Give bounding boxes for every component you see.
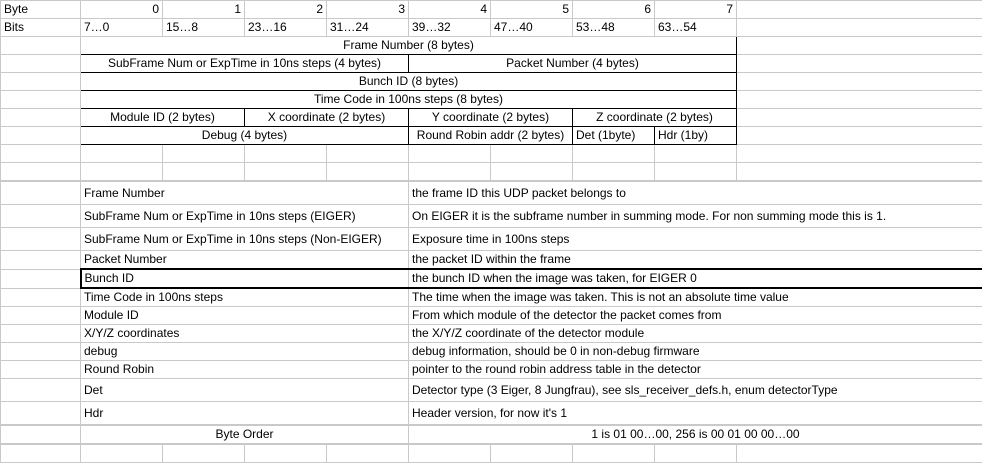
field-hdr: Hdr (1by) [655, 127, 737, 145]
description-label-debug: debug [81, 343, 409, 361]
row-gutter [1, 402, 81, 425]
row-gutter [1, 37, 81, 55]
description-label-bunch-id[interactable]: Bunch ID [81, 269, 409, 288]
description-row-bunch-id [1, 269, 982, 288]
byte-number-4: 4 [409, 1, 491, 19]
field-module-id: Module ID (2 bytes) [81, 109, 245, 127]
empty-cell [245, 163, 327, 181]
description-text-packet-number: the packet ID within the frame [409, 251, 982, 270]
empty-cell [1, 163, 81, 181]
row-gutter [1, 127, 81, 145]
spacer-row [1, 145, 982, 163]
row-gutter [1, 426, 81, 444]
byte-label: Byte [1, 1, 81, 19]
empty-cell [573, 445, 655, 463]
field-subframe-num: SubFrame Num or ExpTime in 10ns steps (4 bytes) [81, 55, 409, 73]
bit-range-0: 7…0 [81, 19, 163, 37]
row-gutter [1, 228, 81, 251]
row-gutter [1, 361, 81, 379]
field-round-robin-addr: Round Robin addr (2 bytes) [409, 127, 573, 145]
empty-cell [655, 145, 737, 163]
spacer-row [1, 163, 982, 181]
empty-cell [409, 163, 491, 181]
field-y-coordinate: Y coordinate (2 bytes) [409, 109, 573, 127]
row-gutter [1, 73, 81, 91]
description-row-time-code [1, 288, 982, 307]
empty-cell [327, 163, 409, 181]
field-x-coordinate: X coordinate (2 bytes) [245, 109, 409, 127]
empty-cell [737, 145, 982, 163]
row-gutter [1, 288, 81, 307]
struct-row-module-coords [1, 109, 982, 127]
description-label-time-code: Time Code in 100ns steps [81, 288, 409, 307]
description-row-xyz-coordinates [1, 325, 982, 343]
row-gutter [1, 182, 81, 205]
field-det: Det (1byte) [573, 127, 655, 145]
field-description-table [0, 181, 982, 425]
empty-cell [737, 1, 982, 19]
description-text-subframe-non-eiger: Exposure time in 100ns steps [409, 228, 982, 251]
struct-row-time-code [1, 91, 982, 109]
byte-number-3: 3 [327, 1, 409, 19]
field-time-code: Time Code in 100ns steps (8 bytes) [81, 91, 737, 109]
field-bunch-id: Bunch ID (8 bytes) [81, 73, 737, 91]
row-gutter [1, 55, 81, 73]
row-gutter [1, 251, 81, 270]
empty-cell [163, 445, 245, 463]
bit-range-5: 47…40 [491, 19, 573, 37]
byte-number-7: 7 [655, 1, 737, 19]
empty-cell [81, 145, 163, 163]
row-gutter [1, 91, 81, 109]
description-row-debug [1, 343, 982, 361]
description-label-subframe-eiger: SubFrame Num or ExpTime in 10ns steps (EIGER) [81, 205, 409, 228]
byte-number-6: 6 [573, 1, 655, 19]
empty-cell [491, 145, 573, 163]
row-gutter [1, 109, 81, 127]
description-text-frame-number: the frame ID this UDP packet belongs to [409, 182, 982, 205]
byte-number-1: 1 [163, 1, 245, 19]
empty-cell [737, 55, 982, 73]
row-gutter [1, 307, 81, 325]
description-row-hdr [1, 402, 982, 425]
description-row-frame-number [1, 182, 982, 205]
row-gutter [1, 269, 81, 288]
description-row-packet-number [1, 251, 982, 270]
struct-row-subframe-packet [1, 55, 982, 73]
empty-cell [655, 445, 737, 463]
description-text-debug: debug information, should be 0 in non-debug firmware [409, 343, 982, 361]
description-row-det [1, 379, 982, 402]
empty-cell [737, 19, 982, 37]
field-frame-number: Frame Number (8 bytes) [81, 37, 737, 55]
empty-cell [409, 445, 491, 463]
description-label-det: Det [81, 379, 409, 402]
empty-cell [1, 445, 81, 463]
bit-range-6: 53…48 [573, 19, 655, 37]
empty-cell [737, 73, 982, 91]
description-label-frame-number: Frame Number [81, 182, 409, 205]
row-gutter [1, 205, 81, 228]
spacer-row [1, 445, 982, 463]
empty-cell [1, 145, 81, 163]
description-text-subframe-eiger: On EIGER it is the subframe number in summing mode. For non summing mode this is 1. [409, 205, 982, 228]
description-row-round-robin [1, 361, 982, 379]
byte-number-5: 5 [491, 1, 573, 19]
empty-cell [163, 163, 245, 181]
byte-order-value: 1 is 01 00…00, 256 is 00 01 00 00…00 [409, 426, 982, 444]
description-label-module-id: Module ID [81, 307, 409, 325]
description-text-time-code: The time when the image was taken. This is not an absolute time value [409, 288, 982, 307]
empty-cell [573, 163, 655, 181]
row-gutter [1, 325, 81, 343]
empty-cell [327, 445, 409, 463]
empty-cell [737, 127, 982, 145]
byte-order-table [0, 425, 982, 444]
empty-cell [737, 163, 982, 181]
description-row-subframe-non-eiger [1, 228, 982, 251]
byte-number-row [1, 1, 982, 19]
bits-range-row [1, 19, 982, 37]
empty-cell [245, 145, 327, 163]
description-row-subframe-eiger [1, 205, 982, 228]
description-text-module-id: From which module of the detector the packet comes from [409, 307, 982, 325]
empty-cell [573, 145, 655, 163]
bit-range-2: 23…16 [245, 19, 327, 37]
row-gutter [1, 379, 81, 402]
packet-header-table [0, 0, 982, 181]
empty-cell [491, 163, 573, 181]
field-debug: Debug (4 bytes) [81, 127, 409, 145]
description-text-bunch-id[interactable]: the bunch ID when the image was taken, for EIGER 0 [409, 269, 982, 288]
empty-cell [737, 109, 982, 127]
empty-cell [737, 91, 982, 109]
row-gutter [1, 343, 81, 361]
description-label-hdr: Hdr [81, 402, 409, 425]
empty-cell [81, 445, 163, 463]
byte-order-row [1, 426, 982, 444]
description-text-round-robin: pointer to the round robin address table in the detector [409, 361, 982, 379]
empty-cell [491, 445, 573, 463]
description-row-module-id [1, 307, 982, 325]
empty-cell [409, 145, 491, 163]
empty-cell [737, 445, 982, 463]
trailing-empty-rows [0, 444, 982, 463]
description-label-xyz-coordinates: X/Y/Z coordinates [81, 325, 409, 343]
field-z-coordinate: Z coordinate (2 bytes) [573, 109, 737, 127]
empty-cell [655, 163, 737, 181]
empty-cell [81, 163, 163, 181]
bit-range-3: 31…24 [327, 19, 409, 37]
description-text-det: Detector type (3 Eiger, 8 Jungfrau), see sls_receiver_defs.h, enum detectorType [409, 379, 982, 402]
field-packet-number: Packet Number (4 bytes) [409, 55, 737, 73]
description-label-packet-number: Packet Number [81, 251, 409, 270]
byte-number-2: 2 [245, 1, 327, 19]
struct-row-bunch-id [1, 73, 982, 91]
struct-row-debug-rr-det-hdr [1, 127, 982, 145]
empty-cell [737, 37, 982, 55]
description-text-xyz-coordinates: the X/Y/Z coordinate of the detector module [409, 325, 982, 343]
byte-order-label: Byte Order [81, 426, 409, 444]
empty-cell [245, 445, 327, 463]
description-text-hdr: Header version, for now it's 1 [409, 402, 982, 425]
bit-range-4: 39…32 [409, 19, 491, 37]
byte-number-0: 0 [81, 1, 163, 19]
description-label-subframe-non-eiger: SubFrame Num or ExpTime in 10ns steps (Non-EIGER) [81, 228, 409, 251]
struct-row-frame-number [1, 37, 982, 55]
bit-range-1: 15…8 [163, 19, 245, 37]
bit-range-7: 63…54 [655, 19, 737, 37]
bits-label: Bits [1, 19, 81, 37]
description-label-round-robin: Round Robin [81, 361, 409, 379]
empty-cell [327, 145, 409, 163]
empty-cell [163, 145, 245, 163]
